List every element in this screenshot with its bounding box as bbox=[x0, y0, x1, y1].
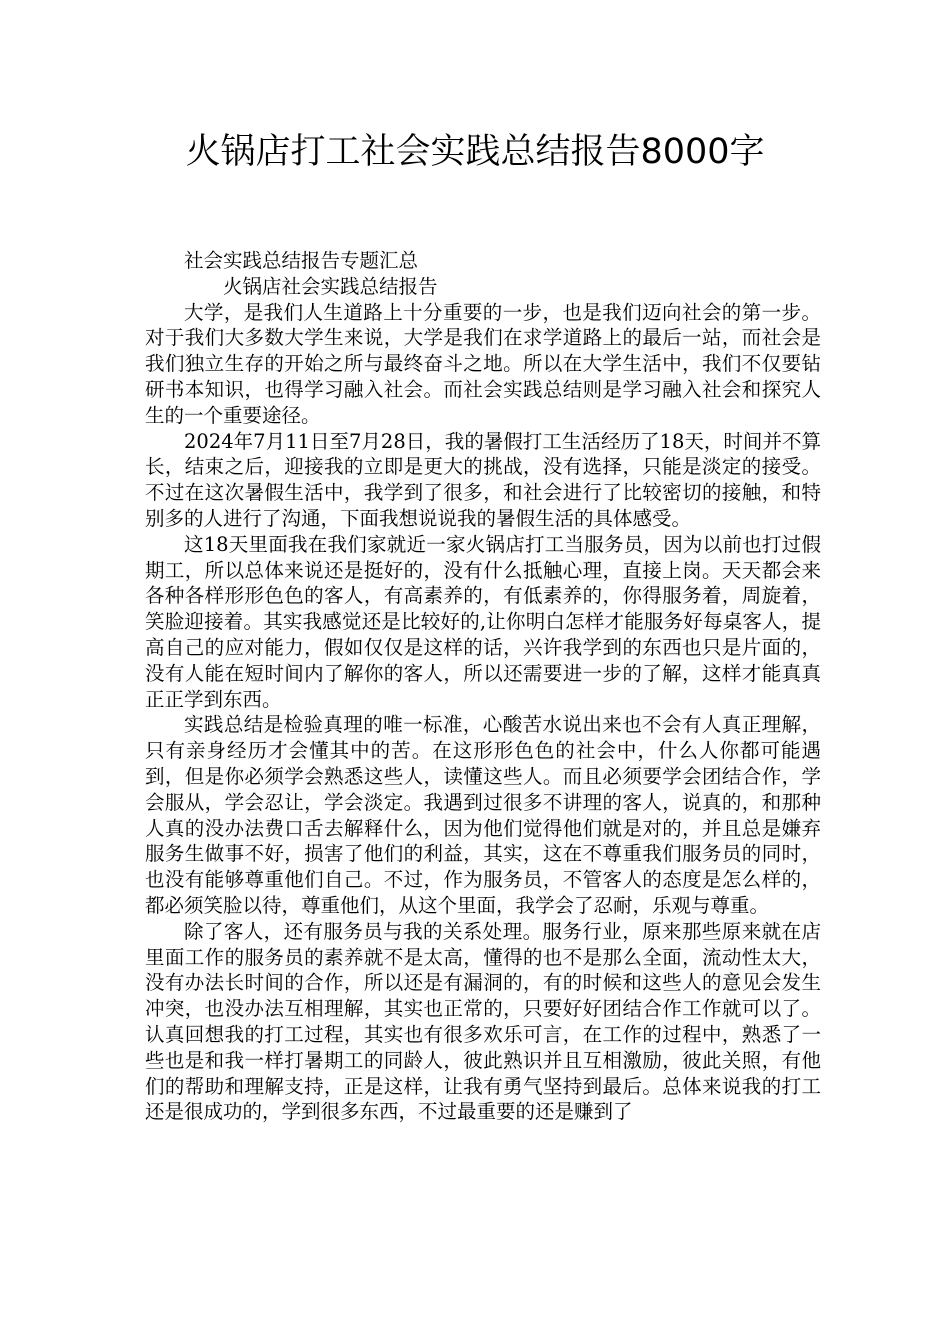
article-heading: 火锅店社会实践总结报告 bbox=[223, 274, 438, 298]
paragraph: 2024年7月11日至7月28日，我的暑假打工生活经历了18天，时间并不算长，结束之后，迎接我的立即是更大的挑战，没有选择，只能是淡定的接受。不过在这次暑假生活中，我学到了很多，和社会进行了比较密切的接触，和特别多的人进行了沟通，下面我想说说我的暑假生活的具体感受。 bbox=[145, 429, 821, 530]
paragraph: 这18天里面我在我们家就近一家火锅店打工当服务员，因为以前也打过假期工，所以总体来说还是挺好的，没有什么抵触心理，直接上岗。天天都会来各种各样形形色色的客人，有高素养的，有低素养的，你得服务着，周旋着，笑脸迎接着。其实我感觉还是比较好的,让你明白怎样才能服务好每桌客人，提高自己的应对能力，假如仅仅是这样的话，兴许我学到的东西也只是片面的，没有人能在短时间内了解你的客人，所以还需要进一步的了解，这样才能真真正正学到东西。 bbox=[145, 532, 821, 711]
paragraph: 大学，是我们人生道路上十分重要的一步，也是我们迈向社会的第一步。对于我们大多数大学生来说，大学是我们在求学道路上的最后一站，而社会是我们独立生存的开始之所与最终奋斗之地。所以在大学生活中，我们不仅要钻研书本知识，也得学习融入社会。而社会实践总结则是学习融入社会和探究人生的一个重要途径。 bbox=[145, 300, 821, 427]
document-title: 火锅店打工社会实践总结报告8000字 bbox=[185, 132, 765, 172]
paragraph: 实践总结是检验真理的唯一标准，心酸苦水说出来也不会有人真正理解，只有亲身经历才会懂其中的苦。在这形形色色的社会中，什么人你都可能遇到，但是你必须学会熟悉这些人，读懂这些人。而且必须要学会团结合作，学会服从，学会忍让，学会淡定。我遇到过很多不讲理的客人，说真的，和那种人真的没办法费口舌去解释什么，因为他们觉得他们就是对的，并且总是嫌弃服务生做事不好，损害了他们的利益，其实，这在不尊重我们服务员的同时，也没有能够尊重他们自己。不过，作为服务员，不管客人的态度是怎么样的，都必须笑脸以待，尊重他们，从这个里面，我学会了忍耐，乐观与尊重。 bbox=[145, 713, 821, 917]
paragraph: 除了客人，还有服务员与我的关系处理。服务行业，原来那些原来就在店里面工作的服务员的素养就不是太高，懂得的也不是那么全面，流动性太大，没有办法长时间的合作，所以还是有漏洞的，有的时候和这些人的意见会发生冲突，也没办法互相理解，其实也正常的，只要好好团结合作工作就可以了。认真回想我的打工过程，其实也有很多欢乐可言，在工作的过程中，熟悉了一些也是和我一样打暑期工的同龄人，彼此熟识并且互相激励，彼此关照，有他们的帮助和理解支持，正是这样，让我有勇气坚持到最后。总体来说我的打工还是很成功的，学到很多东西，不过最重要的还是赚到了 bbox=[145, 919, 821, 1124]
document-body bbox=[145, 248, 821, 1125]
collection-heading: 社会实践总结报告专题汇总 bbox=[184, 249, 419, 272]
